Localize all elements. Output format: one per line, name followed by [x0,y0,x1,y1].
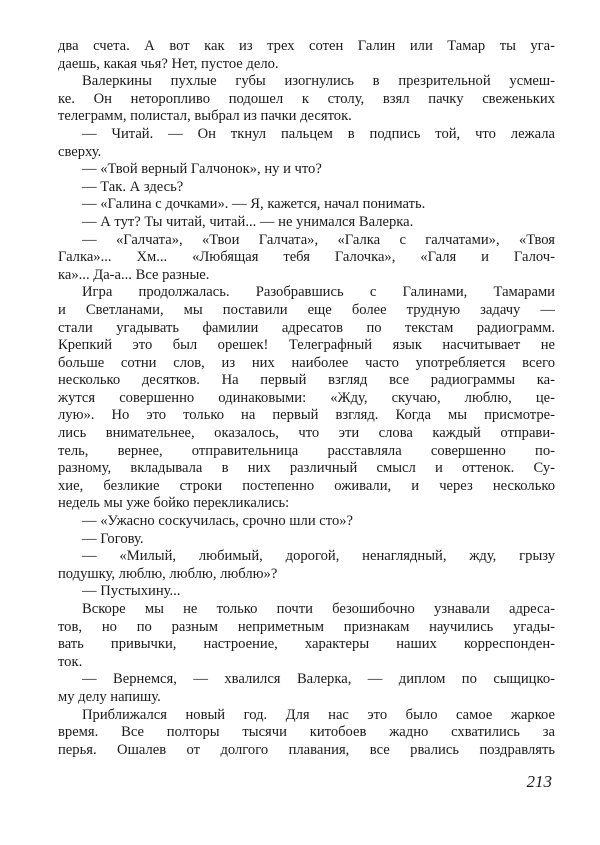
text-line: Приближался новый год. Для нас это было самое жаркое [82,706,555,723]
text-line: и Светланами, мы поставили еще более трудную задачу — [58,301,555,318]
text-line: — «Ужасно соскучилась, срочно шли сто»? [82,513,354,530]
text-line: Галка»... Хм... «Любящая тебя Галочка», «Галя и Галоч- [58,249,555,266]
text-line: — Гогову. [82,530,144,547]
text-line: Валеркины пухлые губы изогнулись в презрительной усмеш- [82,73,555,90]
page-body [58,38,555,759]
text-line: два счета. А вот как из трех сотен Галин или Тамар ты уга- [58,38,555,54]
text-line: лую». Но это только на первый взгляд. Когда мы присмотре- [58,407,555,424]
text-line: — Читай. — Он ткнул пальцем в подпись той, что лежала [82,125,555,142]
text-line: ка»... Да-а... Все разные. [58,266,210,283]
page-number: 213 [526,772,552,791]
text-line: ток. [58,653,83,670]
text-line: жутся совершенно одинаковыми: «Жду, скучаю, люблю, це- [58,389,555,406]
text-line: — «Твой верный Галчонок», ну и что? [82,161,322,178]
text-line: — «Галчата», «Твои Галчата», «Галка с галчатами», «Твоя [82,231,555,248]
text-line: разному, вкладывала в них различный смысл и оттенок. Су- [58,460,555,477]
text-line: хие, безликие строки постепенно оживали, и через несколько [58,477,555,494]
text-line: тель, вернее, отправительница расставляла совершенно по- [58,442,555,459]
text-line: лись внимательнее, оказалось, что эти слова каждый отправи- [58,425,555,442]
text-line: время. Все полторы тысячи китобоев жадно схватились за [58,724,555,741]
text-line: телеграмм, полистал, выбрал из пачки десяток. [58,108,352,125]
text-line: недель мы уже бойко перекликались: [58,495,290,512]
text-line: тов, но по разным неприметным признакам научились угады- [58,618,555,635]
text-line: больше сотни слов, из них наиболее часто употребляется всего [58,354,555,371]
text-line: подушку, люблю, люблю, люблю»? [58,565,278,582]
text-line: — Пустыхину... [82,583,181,600]
text-line: вать привычки, настроение, характеры наших корреспонден- [58,636,555,653]
text-line: — Так. А здесь? [82,178,184,195]
text-line: ке. Он неторопливо подошел к столу, взял пачку свеженьких [58,90,555,107]
text-line: — Вернемся, — хвалился Валерка, — диплом по сыщицко- [82,671,555,688]
text-line: перья. Ошалев от долгого плавания, все рвались поздравлять [58,741,555,758]
text-line: сверху. [58,143,102,160]
text-line: му делу напишу. [58,688,161,705]
text-line: Игра продолжалась. Разобравшись с Галинами, Тамарами [82,284,555,301]
text-line: Вскоре мы не только почти безошибочно узнавали адреса- [82,601,555,617]
text-line: Крепкий это был орешек! Телеграфный язык насчитывает не [58,337,555,354]
text-line: несколько десятков. На первый взгляд все радиограммы ка- [58,372,555,389]
text-line: — А тут? Ты читай, читай... — не унимался Валерка. [82,213,414,230]
text-line: — «Милый, любимый, дорогой, ненаглядный, жду, грызу [82,548,555,565]
text-line: даешь, какая чья? Нет, пустое дело. [58,55,279,72]
text-line: стали угадывать фамилии адресатов по текстам радиограмм. [58,319,555,336]
text-line: — «Галина с дочками». — Я, кажется, начал понимать. [82,196,426,213]
